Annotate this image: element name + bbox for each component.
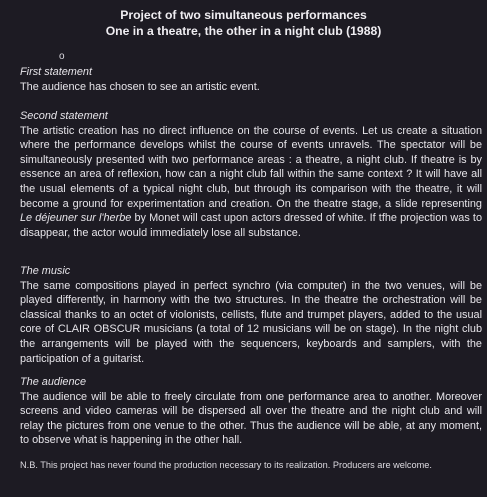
- painting-title: Le déjeuner sur l'herbe: [20, 212, 132, 225]
- section-heading: The audience: [20, 376, 86, 388]
- section-the-audience: [20, 375, 482, 448]
- section-heading: First statement: [20, 66, 93, 78]
- section-body: The audience will be able to freely circulate from one performance area to another. Moreover screens and video cameras will be dispersed all over the theatre and the night club and will relay the pictures from one venue to the other. Thus the audience will be able, at any moment, to observe what is happening in the other hall.: [20, 390, 482, 447]
- title-line-1: Project of two simultaneous performances: [120, 8, 367, 22]
- circle-marker-icon: o: [59, 51, 65, 62]
- body-text-part: by Monet will cast upon actors dressed of white. If tfhe projection was to disappear, the actor would immediately lose all substance.: [20, 212, 483, 239]
- section-body: The same compositions played in perfect synchro (via computer) in the two venues, will be played differently, in harmony with the two structures. In the theatre the orchestration will be classical thanks to an octet of violonists, cellists, flute and trumpet players, added to the usual core of CLAIR OBSCUR musicians (a total of 12 musicians will be on stage). In the night club the arrangements will be played with the sequencers, keyboards and samplers, with the participation of a guitarist.: [20, 279, 482, 365]
- section-body: [20, 124, 482, 241]
- section-heading: The music: [20, 265, 71, 277]
- page-title: [0, 7, 487, 39]
- section-heading: Second statement: [20, 110, 108, 122]
- section-the-music: [20, 264, 482, 366]
- footnote: N.B. This project has never found the production necessary to its realization. Producers are welcome.: [20, 460, 432, 470]
- section-second-statement: [20, 109, 482, 240]
- section-body: The audience has chosen to see an artistic event.: [20, 80, 260, 93]
- title-line-2: One in a theatre, the other in a night club (1988): [105, 24, 382, 38]
- section-first-statement: [20, 65, 482, 94]
- body-text-part: The artistic creation has no direct influence on the course of events. Let us create a situation where the performance develops whilst the course of events unravels. The spectator will be simultaneously presented with two performance areas : a theatre, a night club. If theatre is by essence an area of reflexion, how can a night club fall within the same context ? It will have all the usual elements of a typical night club, but through its comparison with the theatre, it will become a ground for experimentation and creation. On the theatre stage, a slide representing: [20, 124, 482, 210]
